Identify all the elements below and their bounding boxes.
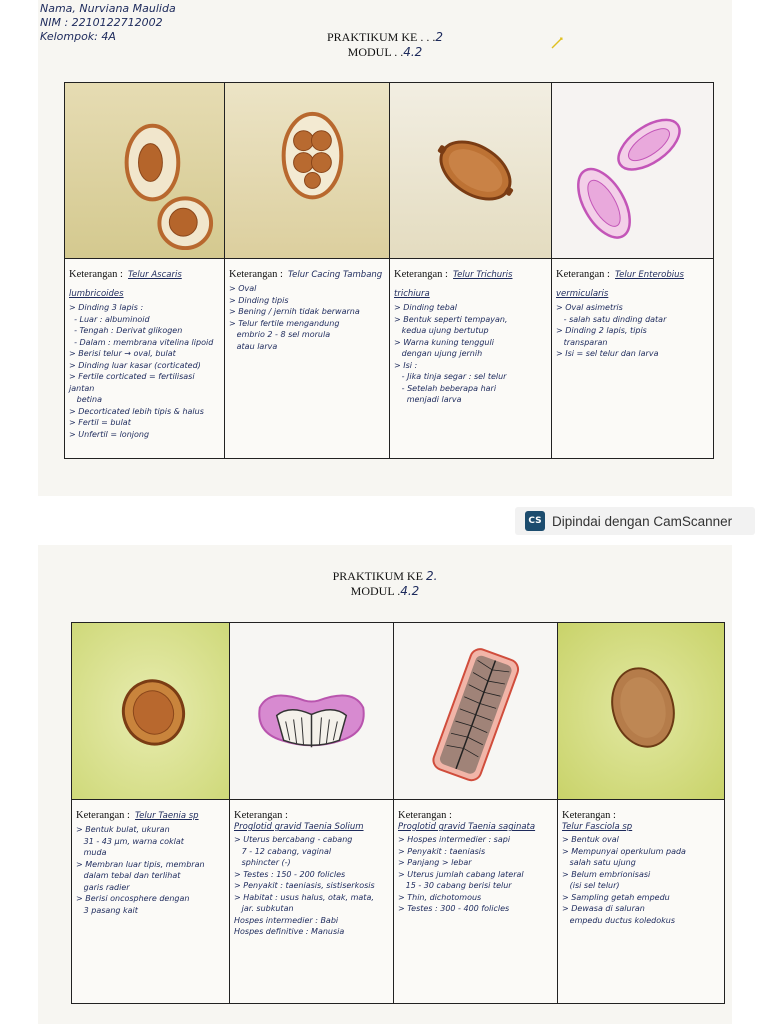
specimen-table-1 [64, 82, 714, 459]
list-item: > Dinding 2 lapis, tipis [556, 326, 647, 335]
list-item: > Warna kuning tengguli [394, 337, 494, 347]
list-item: Hospes intermedier : Babi [234, 915, 339, 925]
specimen-name: Telur Cacing Tambang [288, 270, 383, 280]
list-item: 3 pasang kait [76, 905, 138, 915]
description-enterobius [552, 259, 713, 458]
description-trichuris [390, 259, 552, 458]
specimen-table-2 [71, 622, 725, 1004]
drawing-trichuris [390, 83, 552, 259]
keterangan-label: Keterangan : [394, 269, 448, 280]
list-item: sphincter (-) [234, 858, 291, 867]
list-item: > Isi : [394, 360, 418, 370]
list-item: > Bentuk seperti tempayan, [394, 314, 508, 324]
specimen-name: Telur Enterobius vermicularis [556, 270, 684, 299]
list-item: > Thin, dichotomous [398, 892, 482, 902]
keterangan-label: Keterangan : [234, 810, 288, 821]
specimen-name: Telur Ascaris lumbricoides [69, 270, 182, 299]
list-item: empedu ductus koledokus [562, 915, 676, 925]
list-item: > Decorticated lebih tipis & halus [69, 406, 204, 416]
list-item: salah satu ujung [562, 858, 636, 867]
list-item: > Fertile corticated = fertilisasi jantan [69, 372, 198, 393]
list-item: Hospes definitive : Manusia [234, 927, 345, 936]
description-lines [229, 283, 386, 352]
list-item: > Dinding luar kasar (corticated) [69, 360, 201, 370]
keterangan-label: Keterangan : [69, 269, 123, 280]
list-item: embrio 2 - 8 sel morula [229, 330, 331, 339]
student-nim: NIM : 2210122712002 [40, 16, 163, 29]
title-module: MODUL . [350, 584, 401, 598]
description-taenia-saginata [394, 800, 558, 1003]
title-practicum: PRAKTIKUM KE . . . [327, 30, 436, 44]
description-hookworm [225, 259, 390, 458]
keterangan-label: Keterangan : [229, 269, 283, 280]
title-practicum: PRAKTIKUM KE [332, 569, 423, 583]
list-item: dengan ujung jernih [394, 349, 483, 358]
list-item: > Bening / jernih tidak berwarna [229, 307, 360, 316]
list-item: > Bentuk oval [562, 835, 619, 844]
list-item: > Panjang > lebar [398, 858, 472, 867]
list-item: > Sampling getah empedu [562, 892, 670, 902]
list-item: - Tengah : Derivat glikogen [69, 326, 183, 335]
list-item: > Dinding 3 lapis : [69, 303, 144, 312]
scanned-page-2 [38, 545, 732, 1024]
list-item: > Penyakit : taeniasis [398, 846, 486, 856]
description-lines [562, 834, 721, 926]
description-lines [398, 834, 554, 915]
keterangan-label: Keterangan : [398, 810, 452, 821]
keterangan-label: Keterangan : [562, 810, 616, 821]
page-title [38, 569, 732, 599]
list-item: garis radier [76, 882, 130, 892]
student-name: Nama, Nurviana Maulida [40, 2, 176, 15]
description-lines [69, 302, 221, 440]
camscanner-watermark [515, 507, 755, 535]
list-item: > Berisi oncosphere dengan [76, 894, 190, 903]
list-item: - Dalam : membrana vitelina lipoid [69, 337, 214, 347]
list-item: 7 - 12 cabang, vaginal [234, 846, 332, 856]
list-item: 31 - 43 μm, warna coklat [76, 836, 184, 846]
list-item: > Unfertil = lonjong [69, 429, 150, 439]
list-item: > Hospes intermedier : sapi [398, 835, 511, 844]
list-item: > Uterus bercabang - cabang [234, 835, 353, 844]
list-item: 15 - 30 cabang berisi telur [398, 881, 512, 890]
title-module-number: 4.2 [400, 584, 420, 598]
description-lines [76, 824, 226, 916]
drawing-taenia-solium [230, 623, 394, 800]
list-item: > Telur fertile mengandung [229, 318, 340, 328]
list-item: > Penyakit : taeniasis, sistiserkosis [234, 881, 375, 890]
scanned-page-1 [38, 0, 732, 496]
list-item: > Isi = sel telur dan larva [556, 349, 659, 358]
title-module-number: 4.2 [403, 45, 423, 59]
description-taenia-egg [72, 800, 230, 1003]
title-practicum-number: 2. [425, 569, 438, 583]
page-title [38, 30, 732, 60]
drawing-enterobius [552, 83, 713, 259]
drawing-ascaris [65, 83, 225, 259]
list-item: kedua ujung bertutup [394, 326, 489, 335]
specimen-name: Proglotid gravid Taenia saginata [398, 822, 536, 832]
camscanner-text: Dipindai dengan CamScanner [552, 513, 733, 529]
list-item: > Berisi telur → oval, bulat [69, 349, 176, 358]
drawing-hookworm [225, 83, 390, 259]
list-item: > Bentuk bulat, ukuran [76, 825, 170, 834]
list-item: > Dewasa di saluran [562, 904, 645, 913]
list-item: atau larva [229, 341, 278, 351]
description-lines [556, 302, 710, 360]
list-item: > Oval [229, 284, 257, 293]
drawing-fasciola [558, 623, 724, 800]
description-lines [234, 834, 390, 938]
list-item: betina [69, 395, 102, 404]
keterangan-label: Keterangan : [556, 269, 610, 280]
title-module: MODUL . . [347, 45, 404, 59]
list-item: > Mempunyai operkulum pada [562, 846, 686, 856]
drawing-taenia-egg [72, 623, 230, 800]
list-item: muda [76, 848, 107, 857]
list-item: > Testes : 300 - 400 folicles [398, 904, 510, 913]
list-item: > Belum embrionisasi [562, 869, 651, 879]
list-item: - Luar : albuminoid [69, 314, 150, 324]
list-item: dalam tebal dan terlihat [76, 871, 181, 880]
description-taenia-solium [230, 800, 394, 1003]
list-item: > Membran luar tipis, membran [76, 859, 205, 869]
list-item: > Dinding tipis [229, 295, 289, 305]
camscanner-logo-icon: CS [525, 511, 545, 531]
list-item: > Dinding tebal [394, 303, 457, 312]
description-lines [394, 302, 548, 406]
description-fasciola [558, 800, 724, 1003]
title-practicum-number: 2 [435, 30, 443, 44]
list-item: > Fertil = bulat [69, 418, 131, 427]
list-item: - salah satu dinding datar [556, 314, 667, 324]
specimen-name: Telur Fasciola sp [562, 822, 633, 832]
list-item: (isi sel telur) [562, 881, 620, 890]
drawing-taenia-saginata [394, 623, 558, 800]
specimen-name: Proglotid gravid Taenia Solium [234, 822, 364, 832]
list-item: > Habitat : usus halus, otak, mata, [234, 892, 374, 902]
list-item: > Uterus jumlah cabang lateral [398, 869, 524, 879]
list-item: jar. subkutan [234, 904, 294, 913]
list-item: - Jika tinja segar : sel telur [394, 372, 507, 381]
student-group: Kelompok: 4A [40, 30, 116, 43]
list-item: > Oval asimetris [556, 303, 623, 312]
specimen-name: Telur Taenia sp [135, 811, 199, 821]
list-item: menjadi larva [394, 395, 462, 404]
description-ascaris [65, 259, 225, 458]
specimen-name: Telur Trichuris trichiura [394, 270, 513, 299]
keterangan-label: Keterangan : [76, 810, 130, 821]
list-item: > Testes : 150 - 200 folicles [234, 869, 346, 879]
list-item: - Setelah beberapa hari [394, 383, 497, 393]
list-item: transparan [556, 337, 608, 347]
